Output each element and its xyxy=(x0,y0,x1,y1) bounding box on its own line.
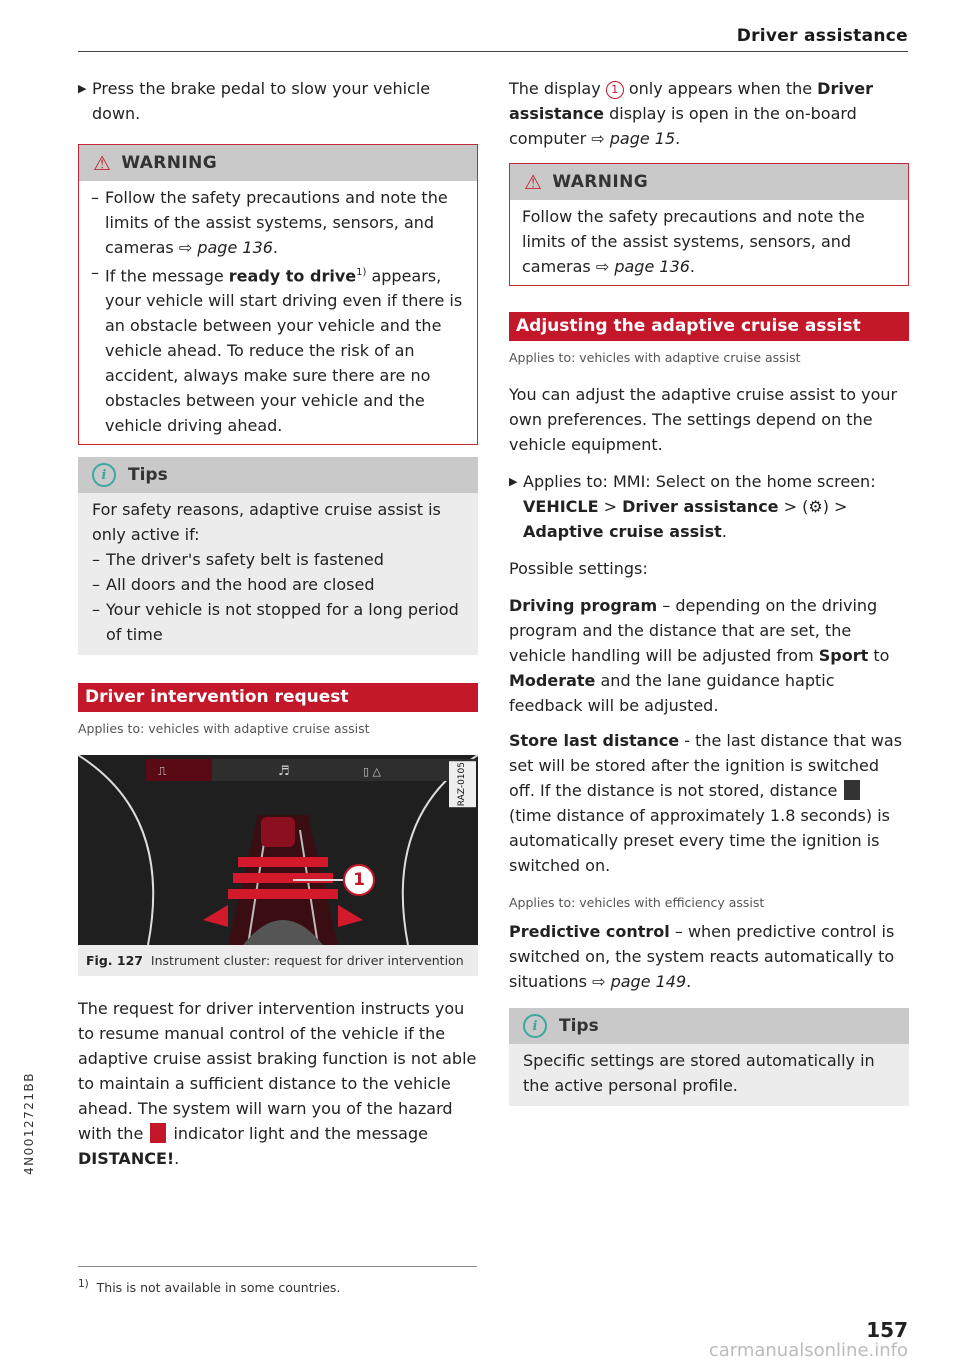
tips-box: i Tips For safety reasons, adaptive cruise assist is only active if: – The driver's safety belt is fastened – All doors and the hood are closed – Your vehicle is not stopped for a long period of time xyxy=(78,457,478,655)
callout-marker: 1 xyxy=(343,864,375,896)
warning-triangle-icon: ⚠ xyxy=(524,169,543,194)
info-icon: i xyxy=(92,463,116,487)
warning-item: – Follow the safety precautions and note the limits of the assist systems, sensors, and cameras ⇨ page 136. xyxy=(91,188,448,257)
store-distance-paragraph: Store last distance - the last distance that was set will be stored after the ignition is switched off. If the distance is not stored, distance (time distance of approximately 1.8 seconds) is automatically preset every time the ignition is switched on. xyxy=(509,731,903,875)
warning-triangle-icon: ⚠ xyxy=(93,150,112,175)
section-heading: Adjusting the adaptive cruise assist xyxy=(509,312,909,341)
tips-title: Tips xyxy=(128,464,168,485)
page-reference[interactable]: ⇨ page 136 xyxy=(595,257,690,276)
settings-gear-icon: (⚙) xyxy=(802,497,829,516)
distance-warning-indicator-icon xyxy=(150,1123,166,1143)
applies-note: Applies to: vehicles with efficiency assist xyxy=(509,895,765,910)
callout-reference-icon: 1 xyxy=(606,81,624,99)
applies-note: Applies to: vehicles with adaptive cruise assist xyxy=(509,350,801,365)
warning-title: WARNING xyxy=(552,171,649,192)
instrument-cluster-image xyxy=(78,755,478,945)
intervention-paragraph: The request for driver intervention instructs you to resume manual control of the vehicle if the adaptive cruise assist braking function is not able to maintain a sufficient distance to the vehicle ahead. The system will warn you of the hazard with the indicator light and the message DISTANCE!. xyxy=(78,999,477,1169)
running-header: Driver assistance xyxy=(736,26,908,46)
applies-note: Applies to: vehicles with adaptive cruise assist xyxy=(78,721,370,737)
warning-box xyxy=(78,144,478,445)
bullet-triangle-icon: ▶ xyxy=(78,82,87,95)
section-heading: Driver intervention request xyxy=(78,683,478,712)
predictive-control-paragraph: Predictive control – when predictive control is switched on, the system reacts automatically to situations ⇨ page 149. xyxy=(509,922,895,991)
page-reference[interactable]: ⇨ page 15 xyxy=(591,129,676,148)
distance-bar-icon xyxy=(844,780,860,800)
tips-item: – The driver's safety belt is fastened xyxy=(92,550,384,570)
figure-code: RAZ-0105 xyxy=(449,761,476,807)
header-rule xyxy=(78,51,908,52)
info-icon: i xyxy=(523,1014,547,1038)
tips-box: i Tips Specific settings are stored automatically in the active personal profile. xyxy=(509,1008,909,1106)
page-number: 157 xyxy=(866,1318,908,1342)
cluster-illustration xyxy=(78,755,478,945)
page-reference[interactable]: ⇨ page 136 xyxy=(178,238,273,257)
figure xyxy=(78,755,478,976)
driving-program-paragraph: Driving program – depending on the driving program and the distance that are set, the vehicle handling will be adjusted from Sport to Moderate and the lane guidance haptic feedback will be adjusted. xyxy=(509,596,890,715)
right-column: The display 1 only appears when the Driver assistance display is open in the on-board computer ⇨ page 15. ⚠ WARNING Follow the safety precautions and note the limits of the assist systems, sensors, and cameras ⇨ page 136. Adjusting the adaptive cruise assist Applies to: vehicles with adaptive cruise assist You can adjust the adaptive cruise assist to your own preferences. The settings depend on the vehicle equipment. ▶ Applies to: MMI: Select on the home screen: VEHICLE > Driver assistance > (⚙) > Adaptive cruise assist. Possible settings: Driving program – depending on the driving program and the distance that are set, the vehicle handling will be adjusted from Sport to Moderate and the lane guidance haptic feedback will be adjusted. Store last distance - the last distance that was set will be stored after the ignition is switched off. If the distance is not stored, distance (time distance of approximately 1.8 seconds) is automatically preset every time the ignition is switched on. Applies to: vehicles with efficiency assist Predictive control – when predictive control is switched on, the system reacts automatically to situations ⇨ page 149. i Tips Specific settings are stored automatically in the active personal profile. xyxy=(509,76,909,1106)
tips-item: – Your vehicle is not stopped for a long period of time xyxy=(92,600,459,645)
svg-text:♬: ♬ xyxy=(278,764,290,780)
figure-caption: Fig. 127 Instrument cluster: request for driver intervention xyxy=(86,953,464,969)
warning-box: ⚠ WARNING Follow the safety precautions and note the limits of the assist systems, sensors, and cameras ⇨ page 136. xyxy=(509,163,909,286)
bullet-triangle-icon: ▶ xyxy=(509,475,518,488)
footnote: $^{1)}$ This is not available in some countries. xyxy=(78,1278,341,1296)
footnote-rule xyxy=(78,1266,477,1267)
warning-title: WARNING xyxy=(121,152,218,173)
left-column xyxy=(78,76,478,1171)
instruction-bullet: ▶ Press the brake pedal to slow your vehicle down. xyxy=(78,76,478,126)
watermark: carmanualsonline.info xyxy=(708,1340,908,1361)
display-paragraph: The display 1 only appears when the Driver assistance display is open in the on-board computer ⇨ page 15. xyxy=(509,79,873,148)
tips-item: – All doors and the hood are closed xyxy=(92,575,375,595)
svg-text:⎍: ⎍ xyxy=(158,764,167,779)
instruction-bullet: ▶ Applies to: MMI: Select on the home screen: VEHICLE > Driver assistance > (⚙) > Adaptive cruise assist. xyxy=(509,469,909,544)
svg-text:▯ △: ▯ △ xyxy=(363,765,382,779)
page-reference[interactable]: ⇨ page 149 xyxy=(592,972,687,991)
tips-title: Tips xyxy=(559,1015,599,1036)
document-code: 4N0012721BB xyxy=(22,1071,36,1175)
intro-paragraph: You can adjust the adaptive cruise assist to your own preferences. The settings depend on the vehicle equipment. xyxy=(509,385,898,454)
warning-item: – If the message ready to drive$^{1)}$ appears, your vehicle will start driving even if there is an obstacle between your vehicle and the vehicle ahead. To reduce the risk of an accident, always make sure there are no obstacles between your vehicle and the vehicle driving ahead. xyxy=(91,263,463,436)
